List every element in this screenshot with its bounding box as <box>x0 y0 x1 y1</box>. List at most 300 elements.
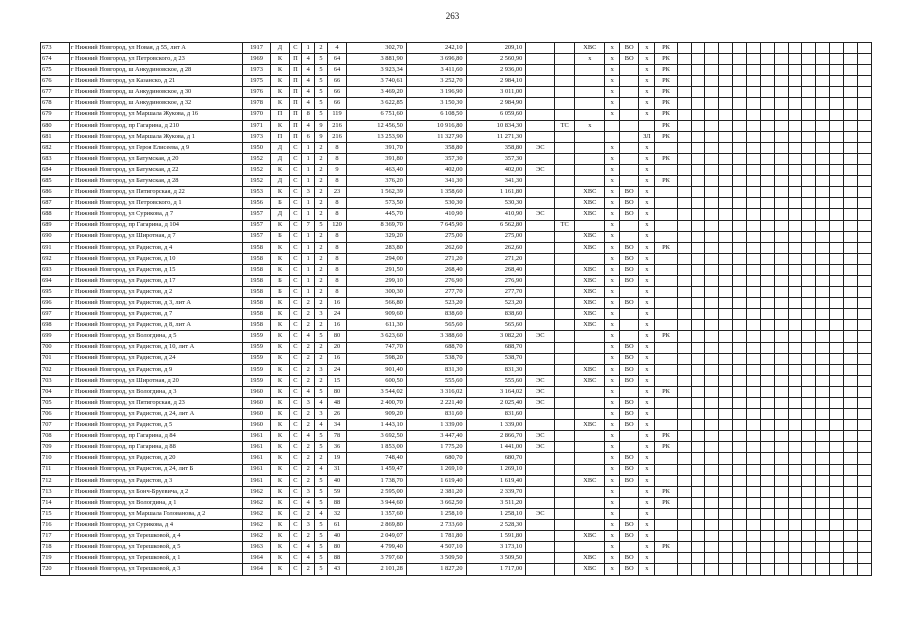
empty-cell <box>844 442 858 453</box>
table-cell <box>655 320 677 331</box>
empty-cell <box>747 253 761 264</box>
table-cell: ВО <box>620 364 639 375</box>
table-cell: 2 <box>302 353 315 364</box>
table-cell: 555,60 <box>466 375 526 386</box>
table-cell: 242,10 <box>406 43 466 54</box>
empty-cell <box>719 220 733 231</box>
table-row <box>41 242 872 253</box>
table-cell: x <box>605 409 620 420</box>
empty-cell <box>705 553 719 564</box>
empty-cell <box>788 165 802 176</box>
table-cell: 2 <box>302 442 315 453</box>
table-cell: ЭС <box>526 209 555 220</box>
table-cell: x <box>605 320 620 331</box>
table-cell: 34 <box>327 420 346 431</box>
empty-cell <box>747 187 761 198</box>
empty-cell <box>830 553 844 564</box>
table-cell: 3 623,60 <box>347 331 407 342</box>
empty-cell <box>677 131 691 142</box>
empty-cell <box>705 264 719 275</box>
table-cell: 8 <box>327 287 346 298</box>
table-cell: 3 252,70 <box>406 76 466 87</box>
table-cell: 2 221,40 <box>406 398 466 409</box>
empty-cell <box>857 431 871 442</box>
empty-cell <box>760 398 774 409</box>
table-cell <box>526 531 555 542</box>
table-cell: С <box>289 253 302 264</box>
table-cell: 688,70 <box>466 342 526 353</box>
table-cell: РК <box>655 54 677 65</box>
empty-cell <box>760 564 774 575</box>
table-cell: x <box>639 398 655 409</box>
table-cell: 1962 <box>242 486 271 497</box>
table-cell <box>526 553 555 564</box>
table-cell: 565,60 <box>406 320 466 331</box>
table-cell: П <box>289 120 302 131</box>
empty-cell <box>747 54 761 65</box>
table-cell: 5 <box>315 497 328 508</box>
table-cell: С <box>289 287 302 298</box>
empty-cell <box>677 253 691 264</box>
empty-cell <box>691 508 705 519</box>
table-cell: ЭС <box>526 431 555 442</box>
table-cell: С <box>289 464 302 475</box>
table-cell: ВО <box>620 275 639 286</box>
table-cell: Д <box>271 43 289 54</box>
table-cell: 8 <box>327 142 346 153</box>
empty-cell <box>844 187 858 198</box>
table-cell: г Нижний Новгород, ш Анкудиновское, д 30 <box>69 87 242 98</box>
empty-cell <box>788 131 802 142</box>
table-cell <box>526 520 555 531</box>
empty-cell <box>816 287 830 298</box>
table-cell: 1 258,10 <box>406 508 466 519</box>
table-row <box>41 298 872 309</box>
table-cell: г Нижний Новгород, ул Радистов, д 3 <box>69 475 242 486</box>
table-cell: К <box>271 320 289 331</box>
empty-cell <box>857 497 871 508</box>
empty-cell <box>830 464 844 475</box>
table-cell: x <box>605 176 620 187</box>
empty-cell <box>760 375 774 386</box>
table-cell: 2 936,00 <box>466 65 526 76</box>
table-cell: 3 447,40 <box>406 431 466 442</box>
table-cell: 680,70 <box>466 453 526 464</box>
empty-cell <box>733 76 747 87</box>
empty-cell <box>719 564 733 575</box>
table-cell: ВО <box>620 531 639 542</box>
empty-cell <box>733 275 747 286</box>
empty-cell <box>705 331 719 342</box>
empty-cell <box>677 198 691 209</box>
table-cell: 1976 <box>242 87 271 98</box>
table-cell: г Нижний Новгород, ул Радистов, д 7 <box>69 309 242 320</box>
table-cell <box>555 364 575 375</box>
table-cell: x <box>605 109 620 120</box>
empty-cell <box>747 531 761 542</box>
table-cell: x <box>639 553 655 564</box>
empty-cell <box>719 253 733 264</box>
empty-cell <box>830 231 844 242</box>
empty-cell <box>677 165 691 176</box>
empty-cell <box>816 87 830 98</box>
empty-cell <box>760 464 774 475</box>
empty-cell <box>760 298 774 309</box>
table-cell: 3 544,02 <box>347 386 407 397</box>
empty-cell <box>844 486 858 497</box>
table-cell: 573,50 <box>347 198 407 209</box>
table-cell: 5 <box>315 98 328 109</box>
table-row <box>41 220 872 231</box>
empty-cell <box>844 153 858 164</box>
empty-cell <box>816 187 830 198</box>
empty-cell <box>830 542 844 553</box>
table-cell: К <box>271 475 289 486</box>
empty-cell <box>747 520 761 531</box>
table-cell: x <box>639 364 655 375</box>
empty-cell <box>691 120 705 131</box>
table-cell: 682 <box>41 142 70 153</box>
empty-cell <box>816 275 830 286</box>
empty-cell <box>760 242 774 253</box>
table-cell: РК <box>655 176 677 187</box>
empty-cell <box>802 453 816 464</box>
empty-cell <box>747 65 761 76</box>
empty-cell <box>760 275 774 286</box>
empty-cell <box>816 65 830 76</box>
table-row <box>41 331 872 342</box>
empty-cell <box>691 542 705 553</box>
table-cell: 718 <box>41 542 70 553</box>
empty-cell <box>816 176 830 187</box>
empty-cell <box>705 398 719 409</box>
table-cell: ВО <box>620 43 639 54</box>
empty-cell <box>677 353 691 364</box>
table-cell: ВО <box>620 409 639 420</box>
empty-cell <box>677 464 691 475</box>
table-cell <box>555 531 575 542</box>
empty-cell <box>788 386 802 397</box>
empty-cell <box>691 364 705 375</box>
empty-cell <box>747 142 761 153</box>
table-cell <box>526 176 555 187</box>
empty-cell <box>719 153 733 164</box>
table-cell: 704 <box>41 386 70 397</box>
empty-cell <box>844 176 858 187</box>
empty-cell <box>677 431 691 442</box>
table-cell: ВО <box>620 209 639 220</box>
table-cell: x <box>605 364 620 375</box>
empty-cell <box>760 131 774 142</box>
empty-cell <box>816 209 830 220</box>
table-row <box>41 198 872 209</box>
table-cell: 691 <box>41 242 70 253</box>
table-cell: 2 <box>315 453 328 464</box>
table-cell: 119 <box>327 109 346 120</box>
empty-cell <box>719 375 733 386</box>
empty-cell <box>691 98 705 109</box>
table-cell: 3 923,34 <box>347 65 407 76</box>
empty-cell <box>774 331 788 342</box>
table-row <box>41 98 872 109</box>
empty-cell <box>816 220 830 231</box>
empty-cell <box>733 409 747 420</box>
empty-cell <box>788 497 802 508</box>
empty-cell <box>733 131 747 142</box>
empty-cell <box>844 542 858 553</box>
table-cell: 1960 <box>242 409 271 420</box>
table-cell <box>555 497 575 508</box>
table-cell: ЭС <box>526 386 555 397</box>
table-cell: 710 <box>41 453 70 464</box>
table-cell: 391,80 <box>347 153 407 164</box>
empty-cell <box>705 564 719 575</box>
table-cell: 302,70 <box>347 43 407 54</box>
table-cell: К <box>271 453 289 464</box>
empty-cell <box>857 475 871 486</box>
empty-cell <box>788 176 802 187</box>
table-cell: Б <box>271 275 289 286</box>
empty-cell <box>747 220 761 231</box>
table-cell: 709 <box>41 442 70 453</box>
empty-cell <box>733 364 747 375</box>
empty-cell <box>844 131 858 142</box>
empty-cell <box>857 287 871 298</box>
table-cell: 2 <box>302 320 315 331</box>
table-cell <box>555 98 575 109</box>
table-cell: 530,30 <box>466 198 526 209</box>
table-cell <box>655 364 677 375</box>
table-cell: 2 560,90 <box>466 54 526 65</box>
table-cell: x <box>639 287 655 298</box>
table-cell: С <box>289 320 302 331</box>
table-cell: x <box>639 87 655 98</box>
table-cell: 2 <box>315 231 328 242</box>
empty-cell <box>719 342 733 353</box>
table-cell: П <box>289 131 302 142</box>
table-cell: 66 <box>327 87 346 98</box>
table-cell: Б <box>271 287 289 298</box>
empty-cell <box>747 131 761 142</box>
table-cell: 1956 <box>242 198 271 209</box>
empty-cell <box>733 464 747 475</box>
table-cell: К <box>271 65 289 76</box>
page-number: 263 <box>445 11 460 21</box>
table-cell: К <box>271 375 289 386</box>
table-cell: 5 <box>315 220 328 231</box>
empty-cell <box>857 109 871 120</box>
empty-cell <box>691 287 705 298</box>
table-cell: С <box>289 298 302 309</box>
table-cell: 673 <box>41 43 70 54</box>
housing-registry-table <box>40 42 872 576</box>
empty-cell <box>802 187 816 198</box>
empty-cell <box>816 364 830 375</box>
table-cell: 358,80 <box>406 142 466 153</box>
table-cell: 64 <box>327 65 346 76</box>
table-cell: 3 662,50 <box>406 497 466 508</box>
table-cell: 1 619,40 <box>406 475 466 486</box>
empty-cell <box>705 131 719 142</box>
table-cell: 1960 <box>242 420 271 431</box>
table-cell: x <box>605 420 620 431</box>
table-cell: К <box>271 520 289 531</box>
empty-cell <box>691 153 705 164</box>
table-cell: С <box>289 486 302 497</box>
empty-cell <box>719 331 733 342</box>
empty-cell <box>802 409 816 420</box>
empty-cell <box>788 98 802 109</box>
empty-cell <box>677 287 691 298</box>
empty-cell <box>802 198 816 209</box>
empty-cell <box>733 453 747 464</box>
table-cell <box>575 109 605 120</box>
empty-cell <box>788 264 802 275</box>
table-cell: 402,00 <box>466 165 526 176</box>
empty-cell <box>802 497 816 508</box>
table-cell: 566,80 <box>347 298 407 309</box>
table-cell: ХВС <box>575 287 605 298</box>
table-cell <box>620 65 639 76</box>
table-cell: К <box>271 120 289 131</box>
empty-cell <box>830 475 844 486</box>
empty-cell <box>816 531 830 542</box>
table-row <box>41 375 872 386</box>
table-cell: 4 <box>302 87 315 98</box>
empty-cell <box>691 264 705 275</box>
table-cell <box>620 320 639 331</box>
empty-cell <box>760 386 774 397</box>
empty-cell <box>844 309 858 320</box>
empty-cell <box>747 198 761 209</box>
empty-cell <box>830 431 844 442</box>
empty-cell <box>830 98 844 109</box>
table-cell: 78 <box>327 431 346 442</box>
table-cell: 1959 <box>242 375 271 386</box>
table-cell: С <box>289 275 302 286</box>
empty-cell <box>857 520 871 531</box>
empty-cell <box>816 542 830 553</box>
table-cell: 1970 <box>242 109 271 120</box>
empty-cell <box>857 464 871 475</box>
empty-cell <box>719 353 733 364</box>
table-cell <box>526 264 555 275</box>
table-cell <box>526 320 555 331</box>
table-cell: x <box>605 54 620 65</box>
empty-cell <box>705 475 719 486</box>
table-cell: 748,40 <box>347 453 407 464</box>
empty-cell <box>844 398 858 409</box>
table-cell <box>555 76 575 87</box>
table-cell: 445,70 <box>347 209 407 220</box>
empty-cell <box>719 209 733 220</box>
empty-cell <box>816 242 830 253</box>
empty-cell <box>691 142 705 153</box>
table-cell: 692 <box>41 253 70 264</box>
table-cell: 1 <box>302 253 315 264</box>
empty-cell <box>719 420 733 431</box>
table-cell: 1 <box>302 153 315 164</box>
table-cell: 611,30 <box>347 320 407 331</box>
table-cell: 1 357,60 <box>347 508 407 519</box>
table-cell: г Нижний Новгород, пр Гагарина, д 210 <box>69 120 242 131</box>
table-cell <box>575 131 605 142</box>
table-cell: x <box>639 409 655 420</box>
table-cell: x <box>605 309 620 320</box>
table-cell <box>526 253 555 264</box>
empty-cell <box>733 287 747 298</box>
empty-cell <box>691 520 705 531</box>
empty-cell <box>760 187 774 198</box>
empty-cell <box>774 409 788 420</box>
table-cell: ЭС <box>526 375 555 386</box>
table-cell: 402,00 <box>406 165 466 176</box>
table-cell <box>555 142 575 153</box>
empty-cell <box>747 43 761 54</box>
table-cell: 697 <box>41 309 70 320</box>
table-cell: 120 <box>327 220 346 231</box>
empty-cell <box>857 508 871 519</box>
empty-cell <box>774 386 788 397</box>
table-cell: 19 <box>327 453 346 464</box>
table-cell: x <box>605 553 620 564</box>
table-cell: 3 469,20 <box>347 87 407 98</box>
empty-cell <box>691 553 705 564</box>
table-cell: С <box>289 553 302 564</box>
table-cell <box>555 231 575 242</box>
empty-cell <box>719 87 733 98</box>
table-cell: 262,60 <box>406 242 466 253</box>
table-cell <box>655 409 677 420</box>
empty-cell <box>844 453 858 464</box>
empty-cell <box>802 65 816 76</box>
table-cell: 1959 <box>242 364 271 375</box>
empty-cell <box>677 209 691 220</box>
table-cell: x <box>639 309 655 320</box>
table-cell <box>555 87 575 98</box>
table-cell: Б <box>271 231 289 242</box>
table-row <box>41 153 872 164</box>
table-cell: x <box>605 220 620 231</box>
empty-cell <box>830 320 844 331</box>
table-cell <box>526 65 555 76</box>
table-cell: ХВС <box>575 264 605 275</box>
table-cell: 600,50 <box>347 375 407 386</box>
empty-cell <box>719 65 733 76</box>
empty-cell <box>677 553 691 564</box>
table-cell: ЭС <box>526 142 555 153</box>
table-cell: 3 740,61 <box>347 76 407 87</box>
table-cell <box>575 98 605 109</box>
empty-cell <box>802 220 816 231</box>
table-cell <box>555 131 575 142</box>
table-cell: x <box>605 275 620 286</box>
table-cell: 80 <box>327 331 346 342</box>
empty-cell <box>705 209 719 220</box>
table-cell: 1959 <box>242 331 271 342</box>
table-row <box>41 187 872 198</box>
empty-cell <box>844 375 858 386</box>
table-cell: 61 <box>327 520 346 531</box>
empty-cell <box>857 442 871 453</box>
table-cell: x <box>605 187 620 198</box>
empty-cell <box>760 320 774 331</box>
table-cell: ХВС <box>575 43 605 54</box>
table-cell: ВО <box>620 464 639 475</box>
table-cell: ВО <box>620 475 639 486</box>
table-cell <box>526 187 555 198</box>
empty-cell <box>760 442 774 453</box>
